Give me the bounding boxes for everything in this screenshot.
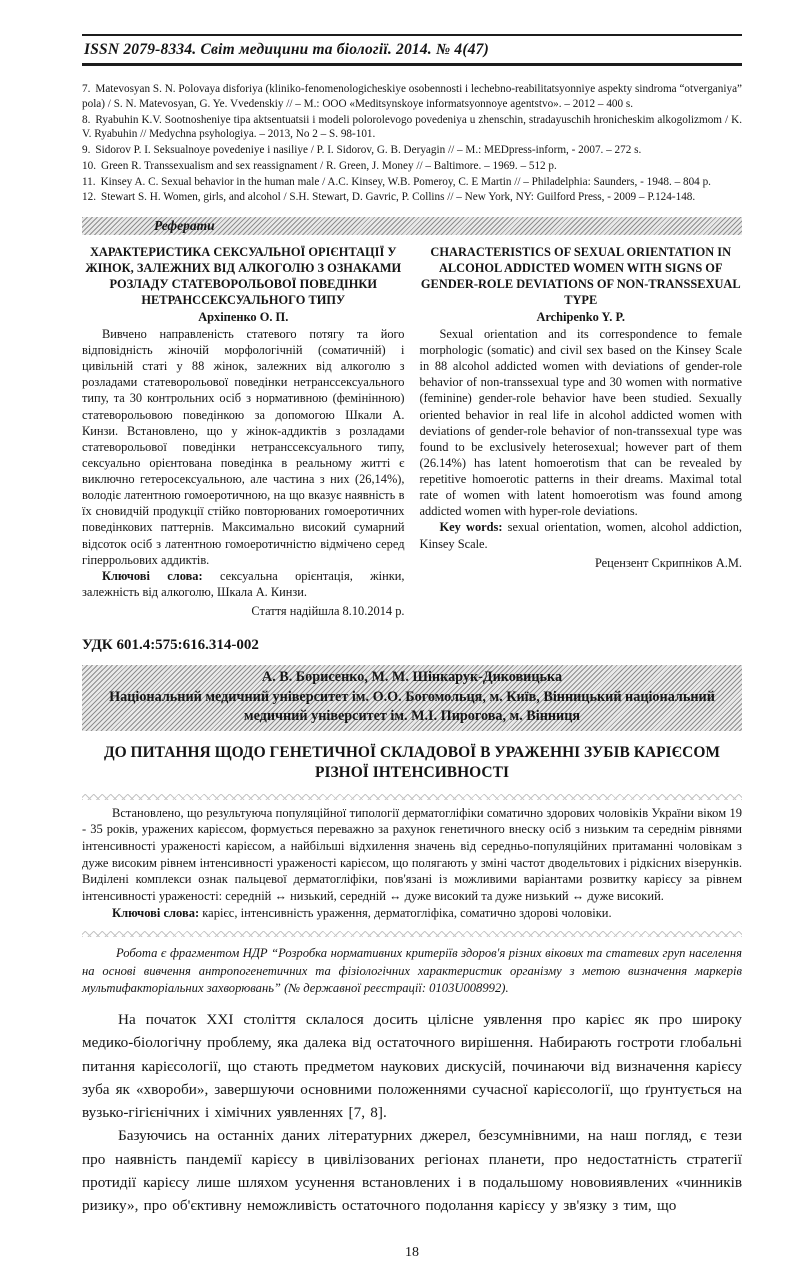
abstracts-section-label: Реферати bbox=[154, 218, 215, 234]
article-keywords bbox=[82, 905, 742, 922]
abstract-en-keywords-text: sexual orientation, women, alcohol addiction, Kinsey Scale. bbox=[419, 520, 742, 551]
abstract-en-keywords-label: Key words: bbox=[439, 520, 503, 535]
reference-text: Ryabuhin K.V. Sootnosheniye tipa aktsentuatsii i modeli polorolevogo povedeniya u zhenschin, stradayuschih hronicheskim alkogolizmom / K. V. Ryabuhin // Medychna psyhologiya. – 2013, No 2 – S. 98-101. bbox=[82, 113, 742, 141]
article-title: ДО ПИТАННЯ ЩОДО ГЕНЕТИЧНОЇ СКЛАДОВОЇ В УРАЖЕННІ ЗУБІВ КАРІЄСОМ РІЗНОЇ ІНТЕНСИВНОСТІ bbox=[103, 743, 721, 782]
reference-number: 10. bbox=[82, 159, 96, 172]
reference-number: 7. bbox=[82, 83, 91, 95]
page-header bbox=[82, 34, 742, 63]
reference-text: Matevosyan S. N. Polovaya disforiya (kliniko-fenomenologicheskiye osobennosti i lechebno-reabilitatsyonniye aspekty sindroma “otverganiya” pola) / S. N. Matevosyan, G. Ye. Vvedenskiy // – M.: OOO «Meditsynskoye informatsyonnoye agentstvo». – 2012 – 400 s. bbox=[82, 83, 742, 110]
reference-item bbox=[82, 175, 742, 190]
reference-number: 12. bbox=[82, 191, 96, 204]
article-abstract-text: Встановлено, що результуюча популяційної типології дерматогліфіки соматично здорових чоловіків України віком 19 - 35 років, уражених карієсом, формується переважно за рахунок генетичного внеску осіб з низьким та середнім рівнями інтенсивності ураженості карієсом, а найбільші відхилення значень від середньо-популяційних притаманні чоловікам з дуже високим рівнем інтенсивності ураженості карієсом, що полягають у зміні частот дводельтових і рідкісних візерунків. Виділені комплекси ознак пальцевої дерматогліфіки, пов'язані із можливими варіантами розвитку карієсу за рівнем інтенсивності ураженості: середній ↔ низький, середній ↔ дуже високий та дуже низький ↔ дуже високий. bbox=[82, 805, 742, 903]
reference-number: 11. bbox=[82, 175, 96, 188]
body-paragraph: На початок XXI століття склалося досить цілісне уявлення про карієс як про широку медико-біологічну проблему, яка далека від остаточного вирішення. Набирають гостроти глобальні питання карієсології, що стають предметом наукових дискусій, починаючи від визначення карієсу зуба як «хвороби», завершуючи основними положеннями сучасної карієсології, що ґрунтується на вузько-гігієнічних і хімічних уявленнях [7, 8]. bbox=[82, 1011, 742, 1122]
abstracts-columns bbox=[82, 245, 742, 619]
article-keywords-label: Ключові слова: bbox=[112, 905, 200, 920]
article-authors-band bbox=[82, 665, 742, 731]
reference-text: Stewart S. H. Women, girls, and alcohol / S.H. Stewart, D. Gavric, P. Collins // – New York, NY: Guilford Press, - 2009 – P.124-148. bbox=[100, 191, 696, 204]
reference-item bbox=[82, 113, 742, 143]
abstract-en-keywords bbox=[420, 519, 743, 551]
abstract-en-title: CHARACTERISTICS OF SEXUAL ORIENTATION IN ALCOHOL ADDICTED WOMEN WITH SIGNS OF GENDER-ROLE DEVIATIONS OF NON-TRANSSEXUAL TYPE bbox=[420, 245, 741, 307]
abstract-ua-keywords-text: сексуальна орієнтація, жінки, залежність від алкоголю, Шкала А. Кинзи. bbox=[82, 568, 405, 599]
ornamental-separator bbox=[82, 794, 742, 800]
page-number: 18 bbox=[405, 1245, 419, 1261]
abstract-en-body: Sexual orientation and its correspondence to female morphologic (somatic) and civil sex based on the Kinsey Scale in 88 alcohol addicted women with deviations of gender-role behavior of non-transsexual type and 30 women with normative (feminine) gender-role behavior have been studied. Sexually oriented behavior in real life in alcohol addicted women with deviations of gender-role behavior of non-transsexual type was found to be exclusively heterosexual; however part of them (26.14%) has latent homoerotism that can be revealed by repetitive homoerotic patterns in their dreams. Maximal total rate of women with latent homoerotism was found among addicted women with hyper-role deviations. bbox=[419, 326, 742, 519]
article-affiliation: Національний медичний університет ім. О.О. Богомольця, м. Київ, Вінницький національний медичний університет ім. М.І. Пирогова, м. Вінниця bbox=[109, 688, 715, 725]
article-abstract bbox=[82, 805, 742, 921]
reference-text: Kinsey A. C. Sexual behavior in the human male / A.C. Kinsey, W.B. Pomeroy, C. E Martin // – Philadelphia: Saunders, - 1948. – 804 p. bbox=[100, 175, 711, 188]
abstract-ua-keywords bbox=[82, 568, 405, 600]
udc-code: УДК 601.4:575:616.314-002 bbox=[82, 637, 259, 654]
references-list bbox=[82, 82, 742, 205]
abstract-ua-body: Вивчено направленість статевого потягу та його відповідність жіночій морфологічній (соматичній) і цивільній статі у 88 жінок, залежних від алкоголю з розладами статеворольової поведінки нетранссексуального типу, та 30 контрольних осіб з нормативною (фемінінною) статеворольовою поведінкою за допомогою Шкали А. Кинзи. Встановлено, що у жінок-аддиктів з розладами статеворольової поведінки нетранссексуального типу, сексуально орієнтована поведінка в реальному житті є виключно гетеросексуальною, але частина з них (26,14%), володіє латентною гомоеротичною, на що вказує наявність в їх сновидчій продукції стійко повторюваних гомоеротичних поведінкових паттернів. Максимально високий сумарний відсоток осіб з латентною гомоеротичністю відмічено серед гіперрольових аддиктів. bbox=[82, 326, 405, 567]
reference-item bbox=[82, 190, 742, 205]
reference-text: Green R. Transsexualism and sex reassignament / R. Green, J. Money // – Baltimore. – 1969. – 512 p. bbox=[100, 159, 557, 172]
article-keywords-text: карієс, інтенсивність ураження, дерматогліфіка, соматично здорові чоловіки. bbox=[199, 905, 612, 920]
abstract-en-author: Archipenko Y. P. bbox=[536, 309, 626, 324]
abstract-ua-received-date: Стаття надійшла 8.10.2014 р. bbox=[251, 604, 405, 618]
reference-item bbox=[82, 159, 742, 174]
reference-item bbox=[82, 82, 742, 112]
reference-number: 8. bbox=[82, 113, 91, 126]
abstract-ua-title: ХАРАКТЕРИСТИКА СЕКСУАЛЬНОЇ ОРІЄНТАЦІЇ У ЖІНОК, ЗАЛЕЖНИХ ВІД АЛКОГОЛЮ З ОЗНАКАМИ РОЗЛАДУ СТАТЕВОРОЛЬОВОЇ ПОВЕДІНКИ НЕТРАНССЕКСУАЛЬНОГО ТИПУ bbox=[85, 245, 402, 307]
research-project-note bbox=[82, 945, 742, 998]
reference-item bbox=[82, 143, 742, 158]
abstract-ua-keywords-label: Ключові слова: bbox=[102, 568, 203, 583]
abstracts-section-header bbox=[82, 217, 742, 235]
abstract-en-column bbox=[420, 245, 743, 619]
abstract-ua-column bbox=[82, 245, 405, 619]
reference-text: Sidorov P. I. Seksualnoye povedeniye i nasiliye / P. I. Sidorov, G. B. Deryagin // – M.: MEDpress-inform, - 2007. – 272 s. bbox=[95, 144, 642, 157]
article-body bbox=[82, 1008, 742, 1217]
issn-line: ISSN 2079-8334. Світ медицини та біології. 2014. № 4(47) bbox=[84, 41, 489, 58]
ornamental-separator bbox=[82, 931, 742, 937]
abstract-ua-author: Архіпенко О. П. bbox=[198, 309, 289, 324]
reference-number: 9. bbox=[82, 144, 91, 157]
body-paragraph: Базуючись на останніх даних літературних джерел, безсумнівними, на наш погляд, є тези про наявність пандемії карієсу в цивілізованих регіонах планети, про недостатність стратегії протидії карієсу лише шляхом усунення встановлених і в подальшому нововиявлених «чинників ризику», про об'єктивну неможливість остаточного подолання карієсу у зв'язку з тим, що bbox=[82, 1127, 742, 1215]
article-authors: А. В. Борисенко, М. М. Шінкарук-Диковицька bbox=[261, 669, 563, 686]
header-double-rule bbox=[82, 63, 742, 66]
abstract-en-reviewer: Рецензент Скрипніков А.М. bbox=[594, 555, 742, 570]
research-project-note-text: Робота є фрагментом НДР “Розробка нормативних критеріїв здоров'я різних вікових та статевих груп населення на основі вивчення антропогенетичних та фізіологічних характеристик організму з метою визначення маркерів мультифакторіальних захворювань” (№ державної реєстрації: 0103U008992). bbox=[82, 946, 742, 996]
